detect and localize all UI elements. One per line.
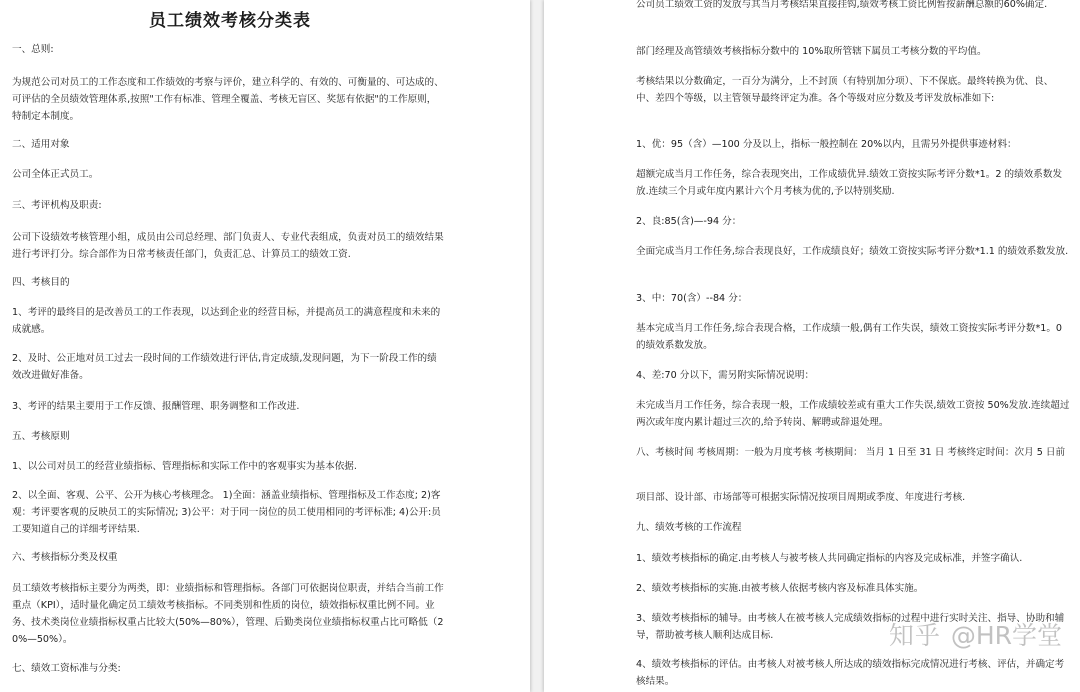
paragraph-workflow-3: 3、绩效考核指标的辅导。由考核人在被考核人完成绩效指标的过程中进行实时关注、指导、协助和辅导，帮助被考核人顺利达成目标. xyxy=(636,613,1065,641)
level-good-desc: 全面完成当月工作任务,综合表现良好，工作成绩良好；绩效工资按实际考评分数*1.1 的绩效系数发放. xyxy=(636,246,1069,257)
paragraph-salary-ratio: 公司员工绩效工资的发放与其当月考核结果直接挂钩,绩效考核工资比例暂按薪酬总额的60%确定. xyxy=(636,0,1048,10)
section-heading-general: 一、总则: xyxy=(12,44,54,55)
section-heading-principles: 五、考核原则 xyxy=(12,431,70,442)
section-heading-organization: 三、考评机构及职责: xyxy=(12,200,102,211)
level-average-desc: 基本完成当月工作任务,综合表现合格，工作成绩一般,偶有工作失误，绩效工资按实际考评分数*1。0 的绩效系数发放。 xyxy=(636,323,1063,351)
watermark-handle: @HR学堂 xyxy=(950,621,1062,650)
section-heading-indicators: 六、考核指标分类及权重 xyxy=(12,552,118,563)
paragraph-purpose-3: 3、考评的结果主要用于工作反馈、报酬管理、职务调整和工作改进. xyxy=(12,401,300,412)
level-average-heading: 3、中：70(含）--84 分： xyxy=(636,293,748,304)
paragraph-general: 为规范公司对员工的工作态度和工作绩效的考察与评价，建立科学的、有效的、可衡量的、可达成的、可评估的全员绩效管理体系,按照"工作有标准、管理全覆盖、考核无盲区、奖惩有依据"的工作原则，特制定本制度。 xyxy=(12,77,444,122)
section-heading-salary: 七、绩效工资标准与分类: xyxy=(12,663,121,674)
level-good-heading: 2、良:85(含)—-94 分： xyxy=(636,216,742,227)
paragraph-project-cycle: 项目部、设计部、市场部等可根据实际情况按项目周期或季度、年度进行考核. xyxy=(636,492,966,503)
paragraph-score-levels: 考核结果以分数确定，一百分为满分，上不封顶（有特别加分项）、下不保底。最终转换为优、良、中、差四个等级，以主管领导最终评定为准。各个等级对应分数及考评发放标准如下: xyxy=(636,76,1054,104)
section-heading-scope: 二、适用对象 xyxy=(12,139,70,150)
paragraph-workflow-2: 2、绩效考核指标的实施.由被考核人依据考核内容及标准具体实施。 xyxy=(636,583,924,594)
paragraph-assessment-time: 八、考核时间 考核周期：一般为月度考核 考核期间： 当月 1 日至 31 日 考核终定时间：次月 5 日前 xyxy=(636,447,1066,458)
paragraph-scope: 公司全体正式员工。 xyxy=(12,169,99,180)
paragraph-workflow-1: 1、绩效考核指标的确定.由考核人与被考核人共同确定指标的内容及完成标准，并签字确认. xyxy=(636,553,1023,564)
level-poor-heading: 4、差:70 分以下，需另附实际情况说明： xyxy=(636,370,815,381)
section-heading-purpose: 四、考核目的 xyxy=(12,277,70,288)
paragraph-principles-1: 1、以公司对员工的经营业绩指标、管理指标和实际工作中的客观事实为基本依据. xyxy=(12,461,357,472)
paragraph-purpose-1: 1、考评的最终目的是改善员工的工作表现，以达到企业的经营目标，并提高员工的满意程度和未来的成就感。 xyxy=(12,307,441,335)
document-title: 员工绩效考核分类表 xyxy=(149,11,311,31)
paragraph-indicators: 员工绩效考核指标主要分为两类，即：业绩指标和管理指标。各部门可依据岗位职责，并结合当前工作重点（KPI），适时量化确定员工绩效考核指标。不同类别和性质的岗位，绩效指标权重比例不同。业务、技术类岗位业绩指标权重占比较大(50%—80%），管理、后勤类岗位业绩指标权重占比可略低（20%—50%）。 xyxy=(12,583,444,645)
paragraph-organization: 公司下设绩效考核管理小组，成员由公司总经理、部门负责人、专业代表组成，负责对员工的绩效结果进行考评打分。综合部作为日常考核责任部门，负责汇总、计算员工的绩效工资. xyxy=(12,232,444,260)
level-poor-desc: 未完成当月工作任务，综合表现一般，工作成绩较差或有重大工作失误,绩效工资按 50%发放.连续超过两次或年度内累计超过三次的,给予转岗、解聘或辞退处理。 xyxy=(636,400,1070,428)
paragraph-purpose-2: 2、及时、公正地对员工过去一段时间的工作绩效进行评估,肯定成绩,发现问题，为下一阶段工作的绩效改进做好准备。 xyxy=(12,353,437,381)
level-excellent-desc: 超额完成当月工作任务，综合表现突出，工作成绩优异.绩效工资按实际考评分数*1。2 的绩效系数发放.连续三个月或年度内累计六个月考核为优的,予以特别奖励. xyxy=(636,169,1063,197)
paragraph-principles-2: 2、以全面、客观、公平、公开为核心考核理念。 1)全面：涵盖业绩指标、管理指标及工作态度; 2)客观：考评要客观的反映员工的实际情况; 3)公平：对于同一岗位的员工使用相同的考评标准; 4)公开:员工要知道自己的详细考评结果. xyxy=(12,490,441,535)
paragraph-workflow-4: 4、绩效考核指标的评估。由考核人对被考核人所达成的绩效指标完成情况进行考核、评估，并确定考核结果。 xyxy=(636,659,1065,687)
document-page-left xyxy=(0,0,530,692)
document-page-right xyxy=(544,0,1080,692)
level-excellent-heading: 1、优：95（含）—100 分及以上，指标一般控制在 20%以内，且需另外提供事迹材料： xyxy=(636,139,1017,150)
watermark-brand: 知乎 xyxy=(888,621,941,650)
section-heading-workflow: 九、绩效考核的工作流程 xyxy=(636,522,742,533)
paragraph-manager-score: 部门经理及高管绩效考核指标分数中的 10%取所管辖下属员工考核分数的平均值。 xyxy=(636,46,987,57)
